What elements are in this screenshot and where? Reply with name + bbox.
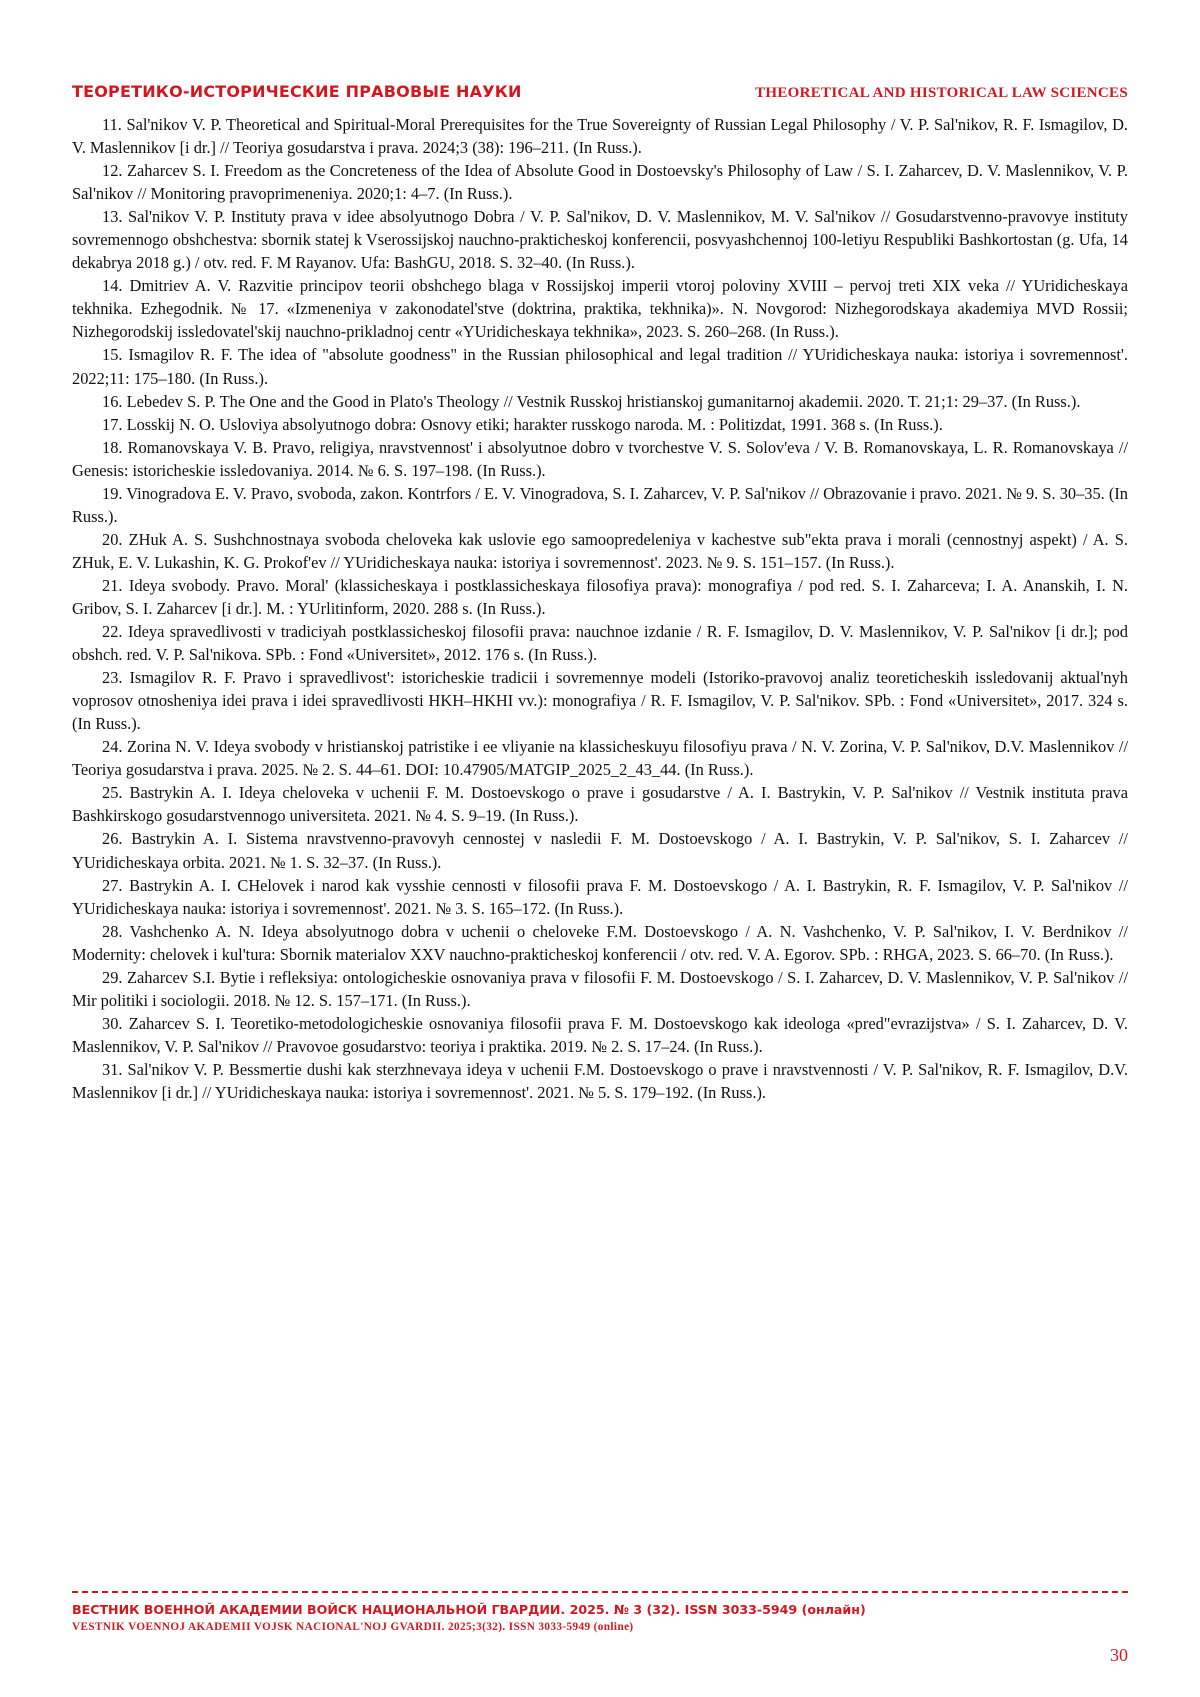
reference-item: 17. Losskij N. O. Usloviya absolyutnogo dobra: Osnovy etiki; harakter russkogo naroda. M. : Politizdat, 1991. 368 s. (In Russ.).	[102, 414, 943, 434]
reference-item: 21. Ideya svobody. Pravo. Moral' (klassicheskaya i postklassicheskaya filosofiya prava): monografiya / pod red. S. I. Zaharceva; I. A. Ananskih, I. N. Gribov, S. I. Zaharcev [i dr.]. M. : YUrlitinform, 2020. 288 s. (In Russ.).	[72, 575, 1128, 618]
page-number: 30	[1110, 1645, 1128, 1665]
reference-item: 13. Sal'nikov V. P. Instituty prava v idee absolyutnogo Dobra / V. P. Sal'nikov, D. V. Maslennikov, M. V. Sal'nikov // Gosudarstvenno-pravovye instituty sovremennogo obshchestva: sbornik statej k Vserossijskoj nauchno-prakticheskoj konferencii, posvyashchennoj 100-letiyu Respubliki Bashkortostan (g. Ufa, 14 dekabrya 2018 g.) / otv. red. F. M Rayanov. Ufa: BashGU, 2018. S. 32–40. (In Russ.).	[72, 207, 1128, 273]
reference-item: 27. Bastrykin A. I. CHelovek i narod kak vysshie cennosti v filosofii prava F. M. Dostoevskogo / A. I. Bastrykin, R. F. Ismagilov, V. P. Sal'nikov // YUridicheskaya nauka: istoriya i sovremennost'. 2021. № 3. S. 165–172. (In Russ.).	[72, 875, 1128, 918]
reference-item: 20. ZHuk A. S. Sushchnostnaya svoboda cheloveka kak uslovie ego samoopredeleniya v kachestve sub"ekta prava i morali (cennostnyj aspekt) / A. S. ZHuk, E. V. Lukashin, K. G. Prokof'ev // YUridicheskaya nauka: istoriya i sovremennost'. 2023. № 9. S. 151–157. (In Russ.).	[72, 529, 1128, 572]
reference-list	[72, 113, 1128, 1104]
reference-item: 18. Romanovskaya V. B. Pravo, religiya, nravstvennost' i absolyutnoe dobro v tvorchestve V. S. Solov'eva / V. B. Romanovskaya, L. R. Romanovskaya // Genesis: istoricheskie issledovaniya. 2014. № 6. S. 197–198. (In Russ.).	[72, 437, 1128, 480]
reference-item: 19. Vinogradova E. V. Pravo, svoboda, zakon. Kontrfors / E. V. Vinogradova, S. I. Zaharcev, V. P. Sal'nikov // Obrazovanie i pravo. 2021. № 9. S. 30–35. (In Russ.).	[72, 483, 1128, 526]
section-title-en: THEORETICAL AND HISTORICAL LAW SCIENCES	[755, 85, 1128, 101]
reference-item: 25. Bastrykin A. I. Ideya cheloveka v uchenii F. M. Dostoevskogo o prave i gosudarstve / A. I. Bastrykin, V. P. Sal'nikov // Vestnik instituta prava Bashkirskogo gosudarstvennogo universiteta. 2021. № 4. S. 9–19. (In Russ.).	[72, 783, 1128, 826]
footer-divider	[72, 1591, 1128, 1593]
reference-item: 30. Zaharcev S. I. Teoretiko-metodologicheskie osnovaniya filosofii prava F. M. Dostoevskogo kak ideologa «pred"evrazijstva» / S. I. Zaharcev, D. V. Maslennikov, V. P. Sal'nikov // Pravovoe gosudarstvo: teoriya i praktika. 2019. № 2. S. 17–24. (In Russ.).	[72, 1013, 1128, 1056]
reference-item: 22. Ideya spravedlivosti v tradiciyah postklassicheskoj filosofii prava: nauchnoe izdanie / R. F. Ismagilov, D. V. Maslennikov, V. P. Sal'nikov [i dr.]; pod obshch. red. V. P. Sal'nikova. SPb. : Fond «Universitet», 2012. 176 s. (In Russ.).	[72, 622, 1128, 665]
running-head	[72, 82, 1128, 102]
reference-item: 12. Zaharcev S. I. Freedom as the Concreteness of the Idea of Absolute Good in Dostoevsky's Philosophy of Law / S. I. Zaharcev, D. V. Maslennikov, V. P. Sal'nikov // Monitoring pravoprimeneniya. 2020;1: 4–7. (In Russ.).	[72, 161, 1128, 204]
section-title-ru: ТЕОРЕТИКО-ИСТОРИЧЕСКИЕ ПРАВОВЫЕ НАУКИ	[72, 82, 522, 101]
reference-item: 26. Bastrykin A. I. Sistema nravstvenno-pravovyh cennostej v nasledii F. M. Dostoevskogo / A. I. Bastrykin, V. P. Sal'nikov, S. I. Zaharcev // YUridicheskaya orbita. 2021. № 1. S. 32–37. (In Russ.).	[72, 829, 1128, 872]
journal-footer	[72, 1601, 1128, 1635]
reference-item: 16. Lebedev S. P. The One and the Good in Plato's Theology // Vestnik Russkoj hristianskoj gumanitarnoj akademii. 2020. T. 21;1: 29–37. (In Russ.).	[102, 391, 1081, 411]
journal-title-ru: ВЕСТНИК ВОЕННОЙ АКАДЕМИИ ВОЙСК НАЦИОНАЛЬНОЙ ГВАРДИИ. 2025. № 3 (32). ISSN 3033-5949 (онлайн)	[72, 1602, 866, 1617]
reference-item: 31. Sal'nikov V. P. Bessmertie dushi kak sterzhnevaya ideya v uchenii F.M. Dostoevskogo o prave i nravstvennosti / V. P. Sal'nikov, R. F. Ismagilov, D.V. Maslennikov [i dr.] // YUridicheskaya nauka: istoriya i sovremennost'. 2021. № 5. S. 179–192. (In Russ.).	[72, 1059, 1128, 1102]
journal-title-en: VESTNIK VOENNOJ AKADEMII VOJSK NACIONAL'NOJ GVARDII. 2025;3(32). ISSN 3033-5949 (online)	[72, 1621, 634, 1633]
reference-item: 11. Sal'nikov V. P. Theoretical and Spiritual-Moral Prerequisites for the True Sovereignty of Russian Legal Philosophy / V. P. Sal'nikov, R. F. Ismagilov, D. V. Maslennikov [i dr.] // Teoriya gosudarstva i prava. 2024;3 (38): 196–211. (In Russ.).	[72, 115, 1128, 158]
reference-item: 15. Ismagilov R. F. The idea of "absolute goodness" in the Russian philosophical and legal tradition // YUridicheskaya nauka: istoriya i sovremennost'. 2022;11: 175–180. (In Russ.).	[72, 345, 1128, 388]
reference-item: 24. Zorina N. V. Ideya svobody v hristianskoj patristike i ee vliyanie na klassicheskuyu filosofiyu prava / N. V. Zorina, V. P. Sal'nikov, D.V. Maslennikov // Teoriya gosudarstva i prava. 2025. № 2. S. 44–61. DOI: 10.47905/MATGIP_2025_2_43_44. (In Russ.).	[72, 737, 1128, 780]
reference-item: 14. Dmitriev A. V. Razvitie principov teorii obshchego blaga v Rossijskoj imperii vtoroj poloviny XVIII – pervoj treti XIX veka // YUridicheskaya tekhnika. Ezhegodnik. № 17. «Izmeneniya v zakonodatel'stve (doktrina, praktika, tekhnika)». N. Novgorod: Nizhegorodskaya akademiya MVD Rossii; Nizhegorodskij issledovatel'skij nauchno-prikladnoj centr «YUridicheskaya tekhnika», 2023. S. 260–268. (In Russ.).	[72, 276, 1128, 342]
reference-item: 29. Zaharcev S.I. Bytie i refleksiya: ontologicheskie osnovaniya prava v filosofii F. M. Dostoevskogo / S. I. Zaharcev, D. V. Maslennikov, V. P. Sal'nikov // Mir politiki i sociologii. 2018. № 12. S. 157–171. (In Russ.).	[72, 967, 1128, 1010]
reference-item: 23. Ismagilov R. F. Pravo i spravedlivost': istoricheskie tradicii i sovremennye modeli (Istoriko-pravovoj analiz teoreticheskih issledovanij aktual'nyh voprosov otnosheniya idei prava i idei spravedlivosti HKH–HKHI vv.): monografiya / R. F. Ismagilov, V. P. Sal'nikov. SPb. : Fond «Universitet», 2017. 324 s. (In Russ.).	[72, 668, 1128, 734]
reference-item: 28. Vashchenko A. N. Ideya absolyutnogo dobra v uchenii o cheloveke F.M. Dostoevskogo / A. N. Vashchenko, V. P. Sal'nikov, I. V. Berdnikov // Modernity: chelovek i kul'tura: Sbornik materialov XXV nauchno-prakticheskoj konferencii / otv. red. V. A. Egorov. SPb. : RHGA, 2023. S. 66–70. (In Russ.).	[72, 921, 1128, 964]
